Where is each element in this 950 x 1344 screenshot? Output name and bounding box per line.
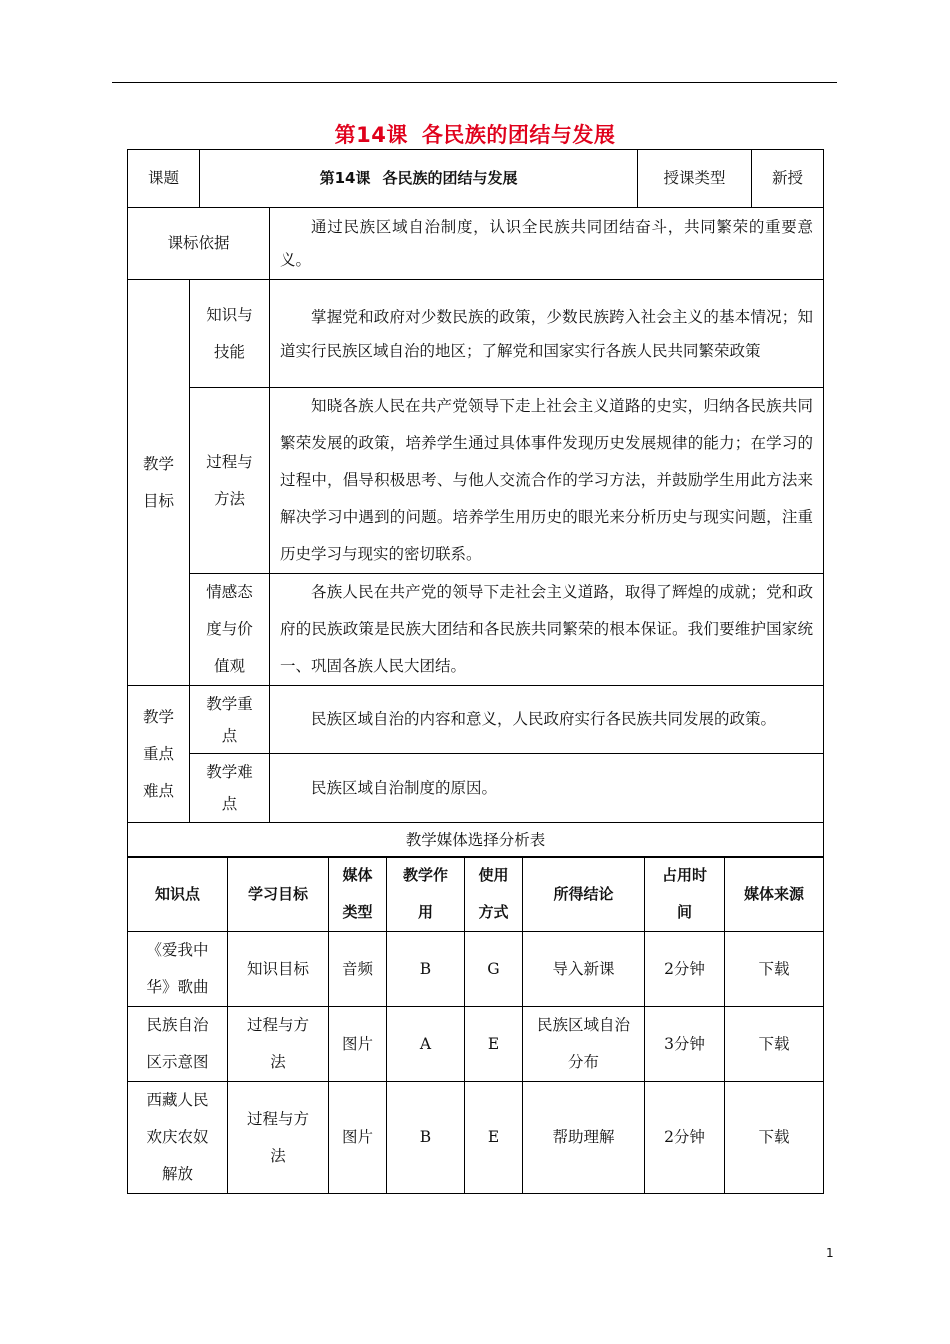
cell-media-type: 音频 (329, 932, 387, 1007)
lesson-plan-table (127, 149, 824, 858)
cell-conclusion: 民族区域自治分布 (523, 1007, 645, 1082)
cell-media-type: 图片 (329, 1082, 387, 1194)
keypoint-text-difficulty: 民族区域自治制度的原因。 (270, 754, 824, 823)
table-row (128, 1082, 824, 1194)
topic-value-text: 各民族的团结与发展 (382, 169, 518, 187)
type-value: 新授 (772, 169, 804, 187)
topic-value (200, 150, 638, 207)
cell-conclusion: 帮助理解 (523, 1082, 645, 1194)
topic-row (200, 150, 824, 208)
type-label: 授课类型 (638, 150, 752, 207)
header-rule (112, 82, 837, 83)
cell-source: 下载 (725, 1007, 824, 1082)
title-text: 各民族的团结与发展 (421, 123, 616, 147)
cell-knowledge-point: 《爱我中华》歌曲 (128, 932, 228, 1007)
goal-label-process: 过程与方法 (190, 388, 270, 574)
cell-time: 2分钟 (645, 932, 725, 1007)
goals-label: 教学目标 (128, 280, 190, 686)
cell-source: 下载 (725, 1082, 824, 1194)
cell-teaching-role: B (387, 1082, 465, 1194)
header-teaching-role: 教学作用 (387, 857, 465, 932)
cell-learning-goal: 过程与方法 (228, 1007, 329, 1082)
cell-learning-goal: 知识目标 (228, 932, 329, 1007)
cell-learning-goal: 过程与方法 (228, 1082, 329, 1194)
table-row (128, 932, 824, 1007)
media-table (127, 856, 824, 1194)
media-table-caption: 教学媒体选择分析表 (128, 823, 824, 858)
title-lesson-number: 第14课 (334, 123, 408, 147)
keypoint-label-focus: 教学重点 (190, 686, 270, 754)
standard-text: 通过民族区域自治制度，认识全民族共同团结奋斗，共同繁荣的重要意义。 (270, 208, 824, 280)
header-learning-goal: 学习目标 (228, 857, 329, 932)
goal-label-emotion: 情感态度与价值观 (190, 574, 270, 686)
keypoint-label-difficulty: 教学难点 (190, 754, 270, 823)
cell-usage: G (465, 932, 523, 1007)
keypoint-text-focus: 民族区域自治的内容和意义，人民政府实行各民族共同发展的政策。 (270, 686, 824, 754)
cell-knowledge-point: 民族自治区示意图 (128, 1007, 228, 1082)
cell-conclusion: 导入新课 (523, 932, 645, 1007)
header-usage: 使用方式 (465, 857, 523, 932)
standard-label: 课标依据 (128, 208, 270, 280)
cell-usage: E (465, 1082, 523, 1194)
header-source: 媒体来源 (725, 857, 824, 932)
header-media-type: 媒体类型 (329, 857, 387, 932)
header-knowledge-point: 知识点 (128, 857, 228, 932)
table-row (128, 1007, 824, 1082)
document-title (0, 119, 950, 149)
cell-teaching-role: B (387, 932, 465, 1007)
topic-label: 课题 (128, 150, 200, 208)
cell-usage: E (465, 1007, 523, 1082)
cell-time: 2分钟 (645, 1082, 725, 1194)
goal-label-knowledge: 知识与技能 (190, 280, 270, 388)
header-time: 占用时间 (645, 857, 725, 932)
cell-teaching-role: A (387, 1007, 465, 1082)
page-number: 1 (826, 1246, 834, 1260)
cell-time: 3分钟 (645, 1007, 725, 1082)
topic-value-lesson: 第14课 (319, 169, 371, 187)
goal-text-knowledge: 掌握党和政府对少数民族的政策，少数民族跨入社会主义的基本情况；知道实行民族区域自治的地区；了解党和国家实行各族人民共同繁荣政策 (270, 280, 824, 388)
header-conclusion: 所得结论 (523, 857, 645, 932)
cell-media-type: 图片 (329, 1007, 387, 1082)
goal-text-process: 知晓各族人民在共产党领导下走上社会主义道路的史实，归纳各民族共同繁荣发展的政策，培养学生通过具体事件发现历史发展规律的能力；在学习的过程中，倡导积极思考、与他人交流合作的学习方法，并鼓励学生用此方法来解决学习中遇到的问题。培养学生用历史的眼光来分析历史与现实问题，注重历史学习与现实的密切联系。 (270, 388, 824, 574)
cell-knowledge-point: 西藏人民欢庆农奴解放 (128, 1082, 228, 1194)
cell-source: 下载 (725, 932, 824, 1007)
keypoints-label: 教学重点难点 (128, 686, 190, 823)
goal-text-emotion: 各族人民在共产党的领导下走社会主义道路，取得了辉煌的成就；党和政府的民族政策是民族大团结和各民族共同繁荣的根本保证。我们要维护国家统一、巩固各族人民大团结。 (270, 574, 824, 686)
